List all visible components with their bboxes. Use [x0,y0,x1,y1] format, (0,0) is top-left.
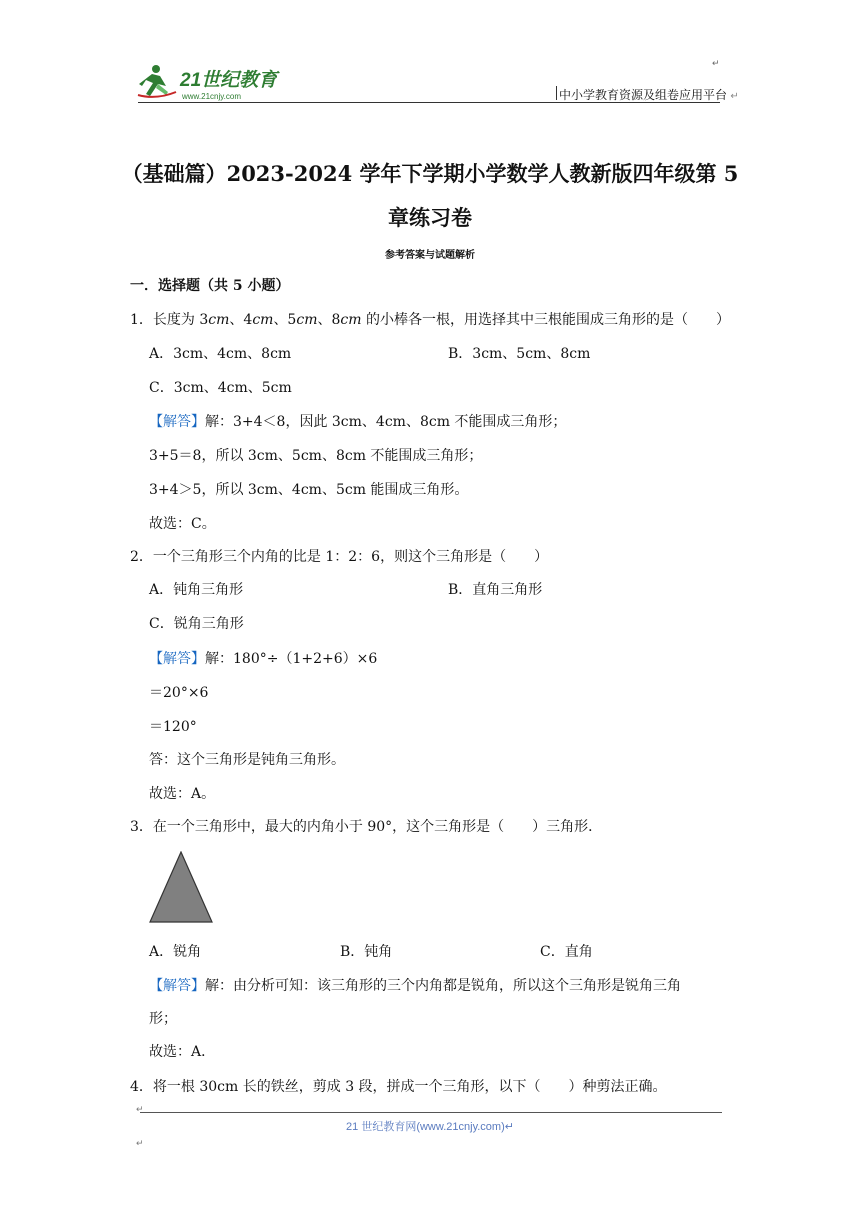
return-mark: ↵ [136,1138,144,1148]
section-heading: 一．选择题（共 5 小题） [130,278,290,294]
q1-solution-line2: 3+5＝8，所以 3cm、5cm、8cm 不能围成三角形； [149,448,483,464]
q1-choice: 故选：C。 [149,516,216,532]
q1-stem-part: 1．长度为 3 [130,312,209,328]
q2-answer: 答：这个三角形是钝角三角形。 [149,752,345,768]
q1-option-a: A．3cm、4cm、8cm [149,346,292,362]
q1-solution-line3: 3+4＞5，所以 3cm、4cm、5cm 能围成三角形。 [149,482,469,498]
q3-solution-line1 [149,977,681,995]
q2-solution-line2: ＝20°×6 [149,685,209,701]
q1-unit: cm [296,312,318,328]
q1-option-b: B．3cm、5cm、8cm [448,346,591,362]
q3-option-c: C．直角 [540,944,593,960]
return-mark: ↵ [730,91,739,102]
q3-option-a: A．锐角 [149,944,202,960]
document-title-line2: 章练习卷 [388,205,472,230]
jieda-label: 【解答】 [149,651,205,667]
q1-unit: cm [340,312,362,328]
runner-icon [138,65,176,97]
q2-option-a: A．钝角三角形 [149,582,244,598]
logo [136,62,281,104]
q1-stem-part: 、4 [229,312,253,328]
jieda-label: 【解答】 [149,414,205,430]
q2-sol-text: 解：180°÷（1+2+6）×6 [205,651,378,667]
q3-option-b: B．钝角 [340,944,393,960]
question-4-stem: 4．将一根 30cm 长的铁丝，剪成 3 段，拼成一个三角形，以下（ ）种剪法正确。 [130,1079,667,1095]
logo-url: www.21cnjy.com [182,92,241,101]
document-subtitle: 参考答案与试题解析 [385,250,475,261]
q1-stem-part: 的小棒各一根，用选择其中三根能围成三角形的是（ ） [361,312,730,328]
q1-unit: cm [252,312,274,328]
question-3-stem: 3．在一个三角形中，最大的内角小于 90°，这个三角形是（ ）三角形． [130,819,603,835]
q2-option-c: C．锐角三角形 [149,616,244,632]
q1-option-c: C．3cm、4cm、5cm [149,380,292,396]
q1-stem-part: 、8 [317,312,341,328]
q1-unit: cm [208,312,230,328]
q2-choice: 故选：A。 [149,786,216,802]
q3-solution-line2: 形； [149,1011,177,1027]
q3-choice: 故选：A． [149,1044,216,1060]
q2-option-b: B．直角三角形 [448,582,543,598]
triangle-figure [148,851,214,923]
q1-solution-line1 [149,413,566,431]
q1-stem-part: 、5 [273,312,297,328]
q3-sol-text: 解：由分析可知：该三角形的三个内角都是锐角，所以这个三角形是锐角三角 [205,978,681,994]
jieda-label: 【解答】 [149,978,205,994]
header-return-mark: ↵ [712,58,720,68]
footer-divider [140,1112,722,1113]
header-divider [138,102,720,103]
header-caption [556,86,739,100]
document-title-line1: （基础篇）2023-2024 学年下学期小学数学人教新版四年级第 5 [121,161,739,186]
header-caption-text: 中小学教育资源及组卷应用平台 [559,88,728,102]
question-2-stem: 2．一个三角形三个内角的比是 1：2：6，则这个三角形是（ ） [130,549,549,565]
footer-text: 21 世纪教育网(www.21cnjy.com)↵ [346,1121,514,1133]
logo-text: 21世纪教育 [180,70,278,91]
q2-solution-line3: ＝120° [149,719,197,735]
q2-solution-line1 [149,650,377,668]
question-1-stem [130,311,730,329]
return-mark: ↵ [136,1104,144,1114]
q1-sol-text: 解：3+4＜8，因此 3cm、4cm、8cm 不能围成三角形； [205,414,567,430]
